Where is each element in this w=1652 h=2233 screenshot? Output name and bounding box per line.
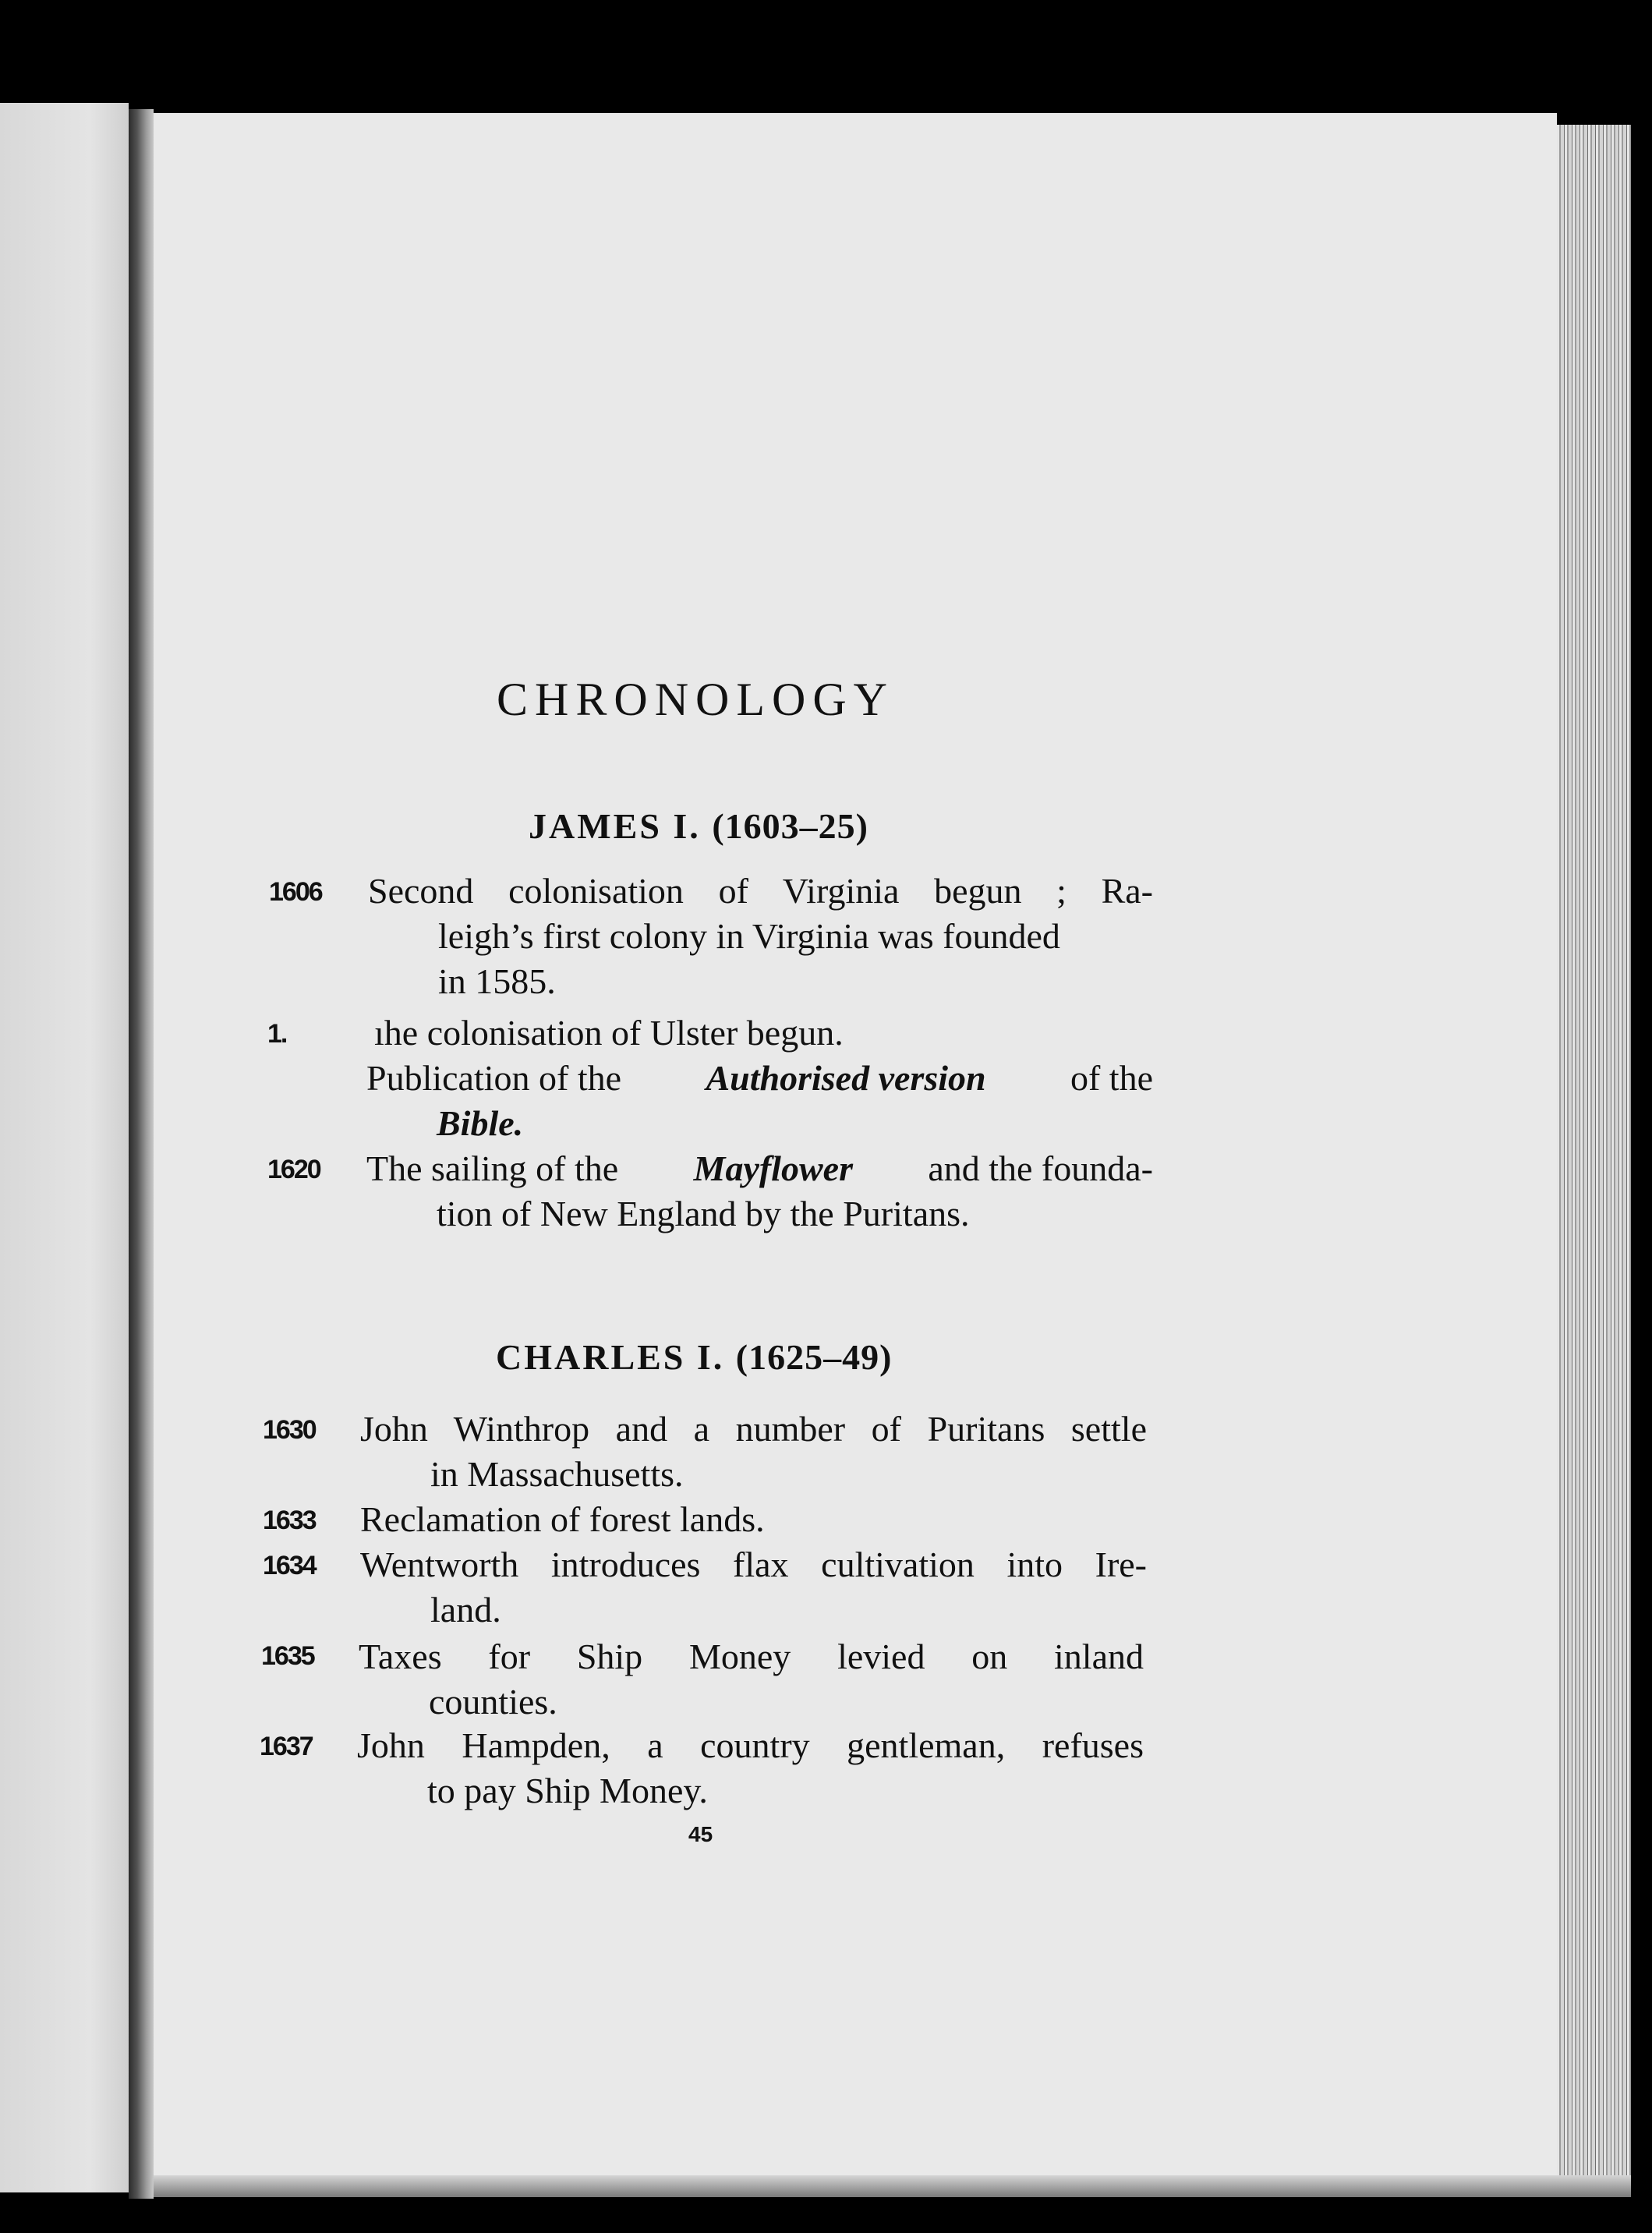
entry-line xyxy=(366,1101,1153,1146)
entry-year: 1. xyxy=(267,1019,287,1049)
entry-line: Second colonisation of Virginia begun ; Ra- xyxy=(368,871,1153,911)
chronology-entry xyxy=(366,1056,1153,1146)
reign-years: (1603–25) xyxy=(712,806,868,846)
facing-page-edge xyxy=(0,103,129,2192)
chronology-entry xyxy=(360,1542,1147,1633)
reign-years: (1625–49) xyxy=(735,1337,893,1377)
entry-line: tion of New England by the Puritans. xyxy=(437,1194,970,1233)
page-number: 45 xyxy=(688,1822,713,1846)
reign-heading-charles xyxy=(496,1336,892,1379)
entry-text: The sailing of the xyxy=(366,1148,619,1188)
entry-line: John Hampden, a country gentleman, refuses xyxy=(357,1725,1144,1765)
reign-name: JAMES I. xyxy=(529,806,701,846)
entry-line: land. xyxy=(430,1590,501,1630)
chronology-entry xyxy=(366,1146,1153,1237)
chronology-entry xyxy=(360,1407,1147,1497)
reign-heading-james xyxy=(529,805,868,848)
entry-year: 1634 xyxy=(263,1551,316,1580)
entry-line xyxy=(366,1146,1153,1191)
entry-year: 1630 xyxy=(263,1415,316,1445)
entry-text: and the founda- xyxy=(928,1148,1153,1188)
entry-line: Taxes for Ship Money levied on inland xyxy=(359,1637,1144,1676)
page-stack-edge xyxy=(1557,125,1631,2191)
entry-year: 1635 xyxy=(261,1641,314,1671)
page-title: CHRONOLOGY xyxy=(497,674,894,725)
entry-line: to pay Ship Money. xyxy=(427,1771,708,1810)
entry-year: 1633 xyxy=(263,1506,316,1535)
book-gutter xyxy=(129,109,154,2199)
chronology-entry xyxy=(359,1634,1144,1725)
entry-year: 1606 xyxy=(269,877,322,907)
entry-year: 1620 xyxy=(267,1155,320,1184)
entry-italic-title: Authorised version xyxy=(706,1058,986,1098)
chronology-entry xyxy=(360,1497,1147,1542)
entry-italic-title: Mayflower xyxy=(693,1148,853,1188)
entry-line: counties. xyxy=(429,1682,557,1722)
page-bottom-shadow xyxy=(154,2175,1631,2197)
entry-line: Reclamation of forest lands. xyxy=(360,1499,765,1539)
entry-line: in Massachusetts. xyxy=(430,1454,684,1494)
entry-line: leigh’s first colony in Virginia was founded xyxy=(438,916,1060,956)
entry-year: 1637 xyxy=(260,1732,313,1761)
reign-name: CHARLES I. xyxy=(496,1337,725,1377)
entry-text: Publication of the xyxy=(366,1058,622,1098)
chronology-entry xyxy=(368,869,1153,1004)
entry-line xyxy=(366,1056,1153,1101)
entry-italic-title: Bible. xyxy=(437,1103,524,1143)
entry-text: of the xyxy=(1070,1058,1153,1098)
entry-line: ıhe colonisation of Ulster begun. xyxy=(374,1013,844,1053)
entry-line: John Winthrop and a number of Puritans settle xyxy=(360,1409,1147,1449)
chronology-entry xyxy=(357,1723,1144,1814)
entry-line: Wentworth introduces flax cultivation into Ire- xyxy=(360,1545,1147,1584)
entry-line: in 1585. xyxy=(438,961,556,1001)
chronology-entry xyxy=(374,1010,1154,1056)
